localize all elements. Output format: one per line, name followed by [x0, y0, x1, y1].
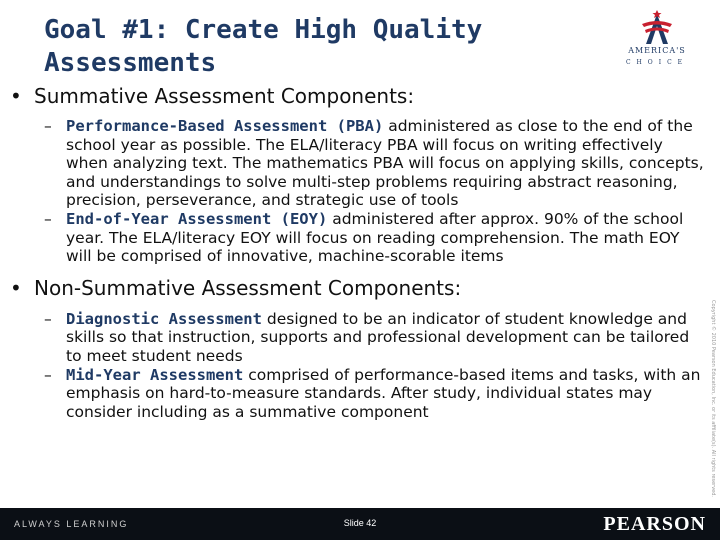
- copyright-text: Copyright © 2010 Pearson Education, Inc. or its affiliate(s). All rights reserved.: [710, 300, 716, 498]
- bullet-summative: [0, 84, 712, 108]
- dash-marker: –: [44, 365, 52, 384]
- bullet-text: Non-Summative Assessment Components:: [34, 275, 462, 300]
- copyright-notice: [706, 300, 718, 500]
- bullet-marker: •: [10, 275, 22, 300]
- sub-item-text: administered after approx. 90% of the school year. The ELA/literacy EOY will focus on reading comprehension. The math EOY will be comprised of innovative, machine-scorable items: [66, 209, 684, 266]
- americas-choice-logo: [612, 10, 702, 78]
- dash-marker: –: [44, 117, 52, 135]
- slide-title-line1: Goal #1: Create High Quality: [44, 15, 483, 45]
- sub-item-highlight: Performance-Based Assessment (PBA): [66, 117, 384, 135]
- sub-item-text: designed to be an indicator of student knowledge and skills so that instruction, supports and professional development can be tailored to meet student needs: [66, 309, 690, 365]
- star-a-icon: [612, 10, 702, 50]
- bullet-marker: •: [10, 84, 22, 108]
- bullet-non-summative: [0, 276, 712, 300]
- sub-item-highlight: End-of-Year Assessment (EOY): [66, 209, 328, 228]
- sub-item-highlight: Mid-Year Assessment: [66, 365, 244, 384]
- sub-item-eoy: [0, 210, 712, 266]
- slide-title: [44, 14, 564, 80]
- sub-item-text: comprised of performance-based items and tasks, with an emphasis on hard-to-measure standards. After study, individual states may consider including as a summative component: [66, 365, 701, 421]
- footer-tagline: ALWAYS LEARNING: [14, 519, 129, 529]
- sub-item-pba: [0, 117, 712, 210]
- sub-item-text: administered as close to the end of the school year as possible. The ELA/literacy PBA will focus on writing effectively when analyzing text. The mathematics PBA will focus on applying skills, concepts, and understandings to solve multi-step problems requiring abstract reasoning, precision, perseverance, and strategic use of tools: [66, 117, 704, 210]
- logo-name: AMERICA'S: [628, 46, 686, 55]
- sub-item-mid-year: [0, 366, 712, 422]
- sub-item-diagnostic: [0, 310, 712, 366]
- sub-item-highlight: Diagnostic Assessment: [66, 309, 262, 328]
- slide-body: [0, 82, 712, 421]
- slide-number: Slide 42: [343, 518, 377, 528]
- logo-sub: CHOICE: [625, 59, 689, 66]
- footer-bar: [0, 508, 720, 540]
- slide-title-line2: Assessments: [44, 48, 217, 78]
- dash-marker: –: [44, 309, 52, 328]
- pearson-logo: PEARSON: [603, 513, 706, 535]
- dash-marker: –: [44, 209, 52, 228]
- bullet-text: Summative Assessment Components:: [34, 84, 415, 108]
